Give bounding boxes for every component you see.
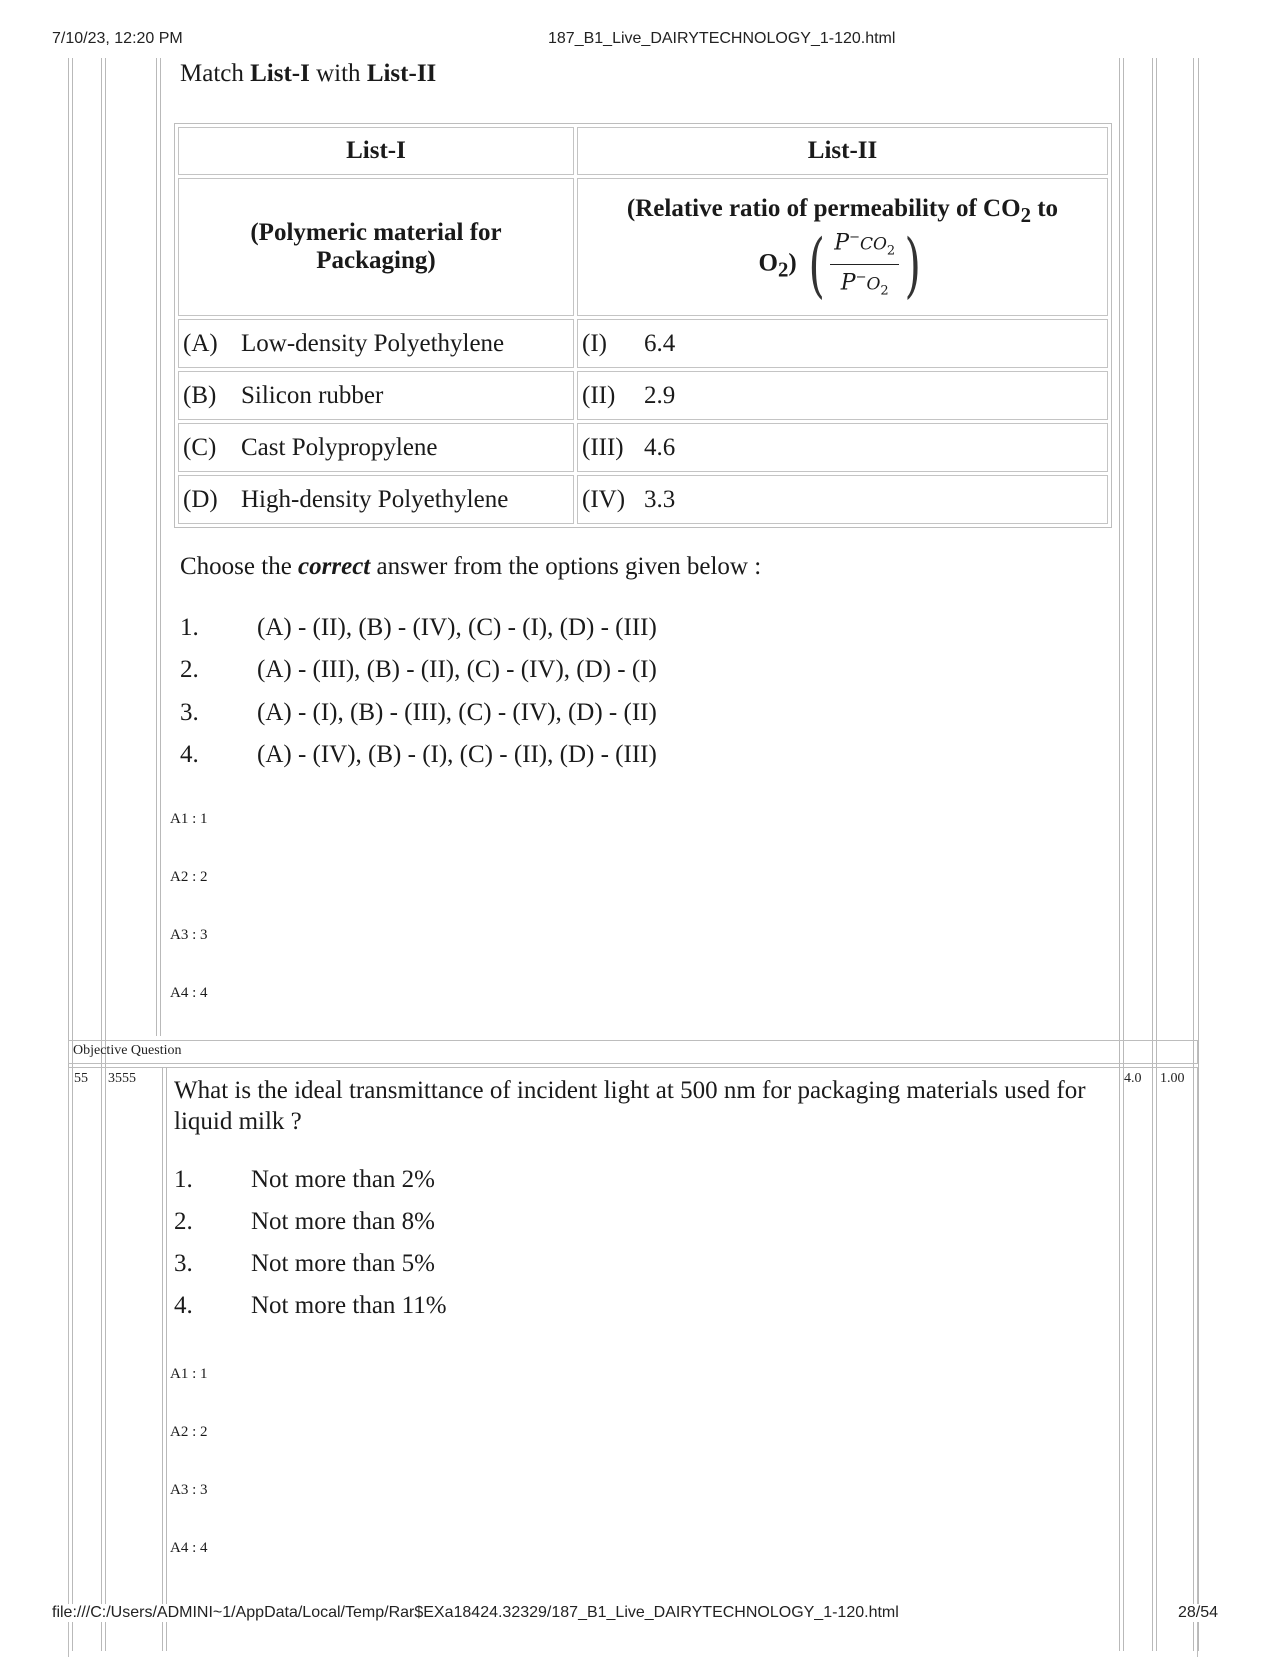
- option-item: 4. (A) - (IV), (B) - (I), (C) - (II), (D) - (III): [180, 741, 657, 768]
- section-row: [68, 1040, 1198, 1064]
- question-text: What is the ideal transmittance of incident light at 500 nm for packaging materials used for liquid milk ?: [174, 1077, 1086, 1135]
- list2-subheader: (Relative ratio of permeability of $CO_2$ to $O_2$) ( $\frac{P^-CO_2}{P^-O_2}$ ): [577, 178, 1108, 316]
- answer-label: A3 : 3: [170, 1482, 208, 1498]
- negative-marks: 1.00: [1160, 1071, 1185, 1086]
- table-border: [160, 58, 161, 1036]
- answer-label: A4 : 4: [170, 985, 208, 1001]
- table-border: [156, 58, 157, 1036]
- option-item: 3. Not more than 5%: [174, 1250, 435, 1277]
- match-table: [174, 123, 1112, 528]
- choose-instruction: Choose the correct answer from the options given below :: [180, 553, 762, 580]
- table-row: (D) High-density Polyethylene (IV) 3.3: [178, 475, 1108, 524]
- list1-subheader: (Polymeric material for Packaging): [178, 178, 574, 316]
- serial-number: 55: [74, 1071, 88, 1086]
- table-row: (C) Cast Polypropylene (III) 4.6: [178, 423, 1108, 472]
- answer-label: A1 : 1: [170, 811, 208, 827]
- answer-label: A3 : 3: [170, 927, 208, 943]
- table-border: [162, 1067, 163, 1651]
- option-item: 4. Not more than 11%: [174, 1292, 447, 1319]
- table-border: [166, 1067, 167, 1651]
- option-item: 2. (A) - (III), (B) - (II), (C) - (IV), (D) - (I): [180, 656, 657, 683]
- answer-label: A2 : 2: [170, 1424, 208, 1440]
- option-item: 1. (A) - (II), (B) - (IV), (C) - (I), (D) - (III): [180, 614, 657, 641]
- question-id: 3555: [108, 1071, 136, 1086]
- marks: 4.0: [1124, 1071, 1142, 1086]
- section-label: Objective Question: [73, 1043, 182, 1058]
- print-file-path: file:///C:/Users/ADMINI~1/AppData/Local/Temp/Rar$EXa18424.32329/187_B1_Live_DAIRYTECHNOLOGY_1-120.html: [52, 1604, 899, 1621]
- print-datetime: 7/10/23, 12:20 PM: [52, 30, 183, 47]
- question-row: [68, 1067, 1198, 1657]
- left-paren: (: [808, 223, 825, 306]
- option-item: 1. Not more than 2%: [174, 1166, 435, 1193]
- print-doc-title: 187_B1_Live_DAIRYTECHNOLOGY_1-120.html: [548, 30, 896, 47]
- list1-header: List-I: [178, 127, 574, 175]
- answer-label: A4 : 4: [170, 1540, 208, 1556]
- list2-header: List-II: [577, 127, 1108, 175]
- answer-label: A2 : 2: [170, 869, 208, 885]
- permeability-fraction: $\frac{P^-CO_2}{P^-O_2}$: [830, 231, 899, 297]
- option-item: 2. Not more than 8%: [174, 1208, 435, 1235]
- option-item: 3. (A) - (I), (B) - (III), (C) - (IV), (D) - (II): [180, 699, 657, 726]
- table-row: (B) Silicon rubber (II) 2.9: [178, 371, 1108, 420]
- table-row: (A) Low-density Polyethylene (I) 6.4: [178, 319, 1108, 368]
- table-border: [1198, 58, 1199, 1651]
- question-intro: Match List-I with List-II: [180, 60, 437, 87]
- answer-label: A1 : 1: [170, 1366, 208, 1382]
- page-number: 28/54: [1178, 1604, 1219, 1621]
- right-paren: ): [904, 223, 922, 306]
